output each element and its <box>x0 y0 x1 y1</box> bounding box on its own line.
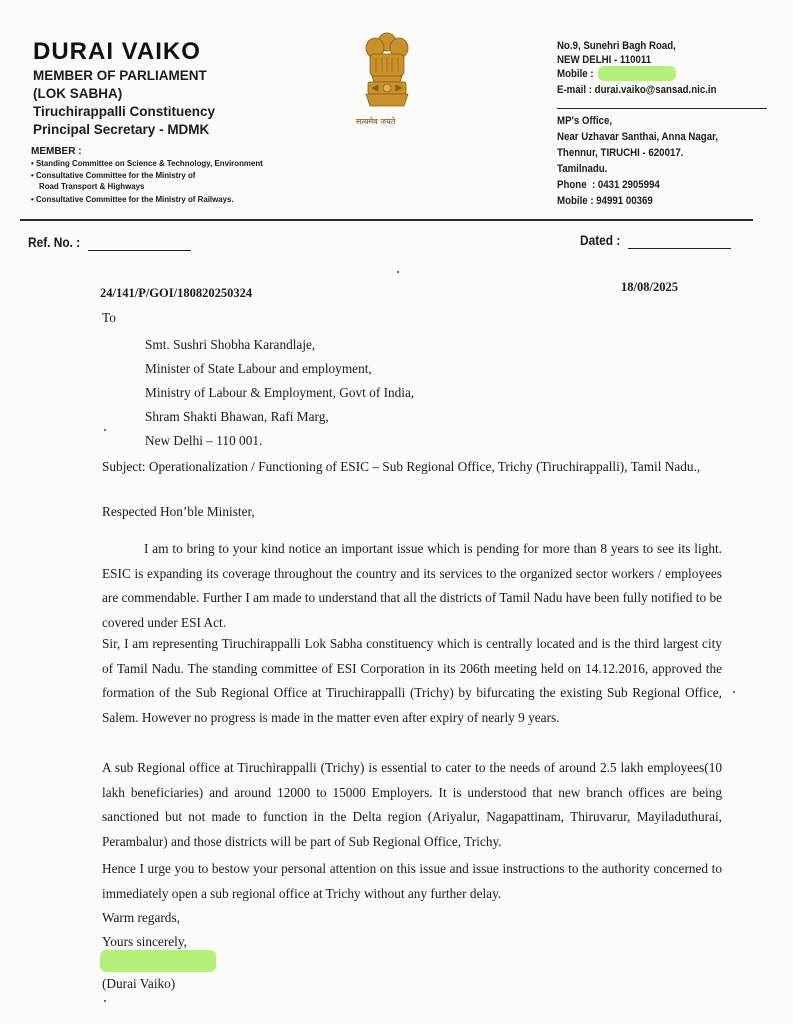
local-office-line: Thennur, TIRUCHI - 620017. <box>557 147 684 159</box>
sender-party-role: Principal Secretary - MDMK <box>33 122 210 137</box>
sender-title-line: MEMBER OF PARLIAMENT <box>33 68 207 83</box>
delhi-address-line: No.9, Sunehri Bagh Road, <box>557 40 676 52</box>
reference-number: 24/141/P/GOI/180820250324 <box>100 286 253 300</box>
paragraph-text: I am to bring to your kind notice an important issue which is pending for more than 8 years to see its light. ESIC is expanding its coverage throughout the country and its services to the organized sector workers / employees are commendable. Further I am made to understand that all the districts of Tamil Nadu have been fully notified to be covered under ESI Act. <box>102 541 722 630</box>
letterhead-divider <box>20 219 753 221</box>
body-paragraph-4 <box>102 857 722 906</box>
recipient-line: Smt. Sushri Shobha Karandlaje, <box>145 337 316 352</box>
paragraph-text: A sub Regional office at Tiruchirappalli (Trichy) is essential to cater to the needs of around 2.5 lakh employees(10 lakh beneficiaries) and around 12000 to 15000 Employers. It is understood that new branch offices are being sanctioned but not made to function in the Delta region (Ariyalur, Nagapattinam, Thiruvarur, Mayiladuthurai, Perambalur) and those districts will be part of Sub Regional Office, Trichy. <box>102 760 722 849</box>
address-divider <box>557 108 767 109</box>
state-emblem-icon <box>362 30 412 126</box>
recipient-line: Minister of State Labour and employment, <box>145 361 372 376</box>
scan-speck <box>104 1000 106 1002</box>
committee-item: Road Transport & Highways <box>39 181 145 191</box>
ref-no-label: Ref. No. : <box>28 234 81 250</box>
local-office-line: Near Uzhavar Santhai, Anna Nagar, <box>557 131 719 143</box>
scan-speck <box>733 691 735 693</box>
to-label: To <box>102 310 116 325</box>
recipient-line: Ministry of Labour & Employment, Govt of India, <box>145 385 415 400</box>
paragraph-text: Sir, I am representing Tiruchirappalli Lok Sabha constituency which is centrally located and is the third largest city of Tamil Nadu. The standing committee of ESI Corporation in its 206th meeting held on 14.12.2016, approved the formation of the Sub Regional Office at Tiruchirappalli (Trichy) by bifurcating the existing Sub Regional Office, Salem. However no progress is made in the matter even after expiry of nearly 9 years. <box>102 636 722 725</box>
email-line: E-mail : durai.vaiko@sansad.nic.in <box>557 84 717 96</box>
committee-item: • Consultative Committee for the Ministry of <box>31 170 196 180</box>
sender-title-line: (LOK SABHA) <box>33 86 123 101</box>
signatory-name: (Durai Vaiko) <box>102 976 176 991</box>
committee-item: • Consultative Committee for the Ministry of Railways. <box>31 194 234 204</box>
local-office-line: Tamilnadu. <box>557 163 608 175</box>
closing-sincerely: Yours sincerely, <box>102 934 187 949</box>
redacted-signature <box>100 950 216 972</box>
dated-blank-line <box>628 248 731 249</box>
delhi-address-line: NEW DELHI - 110011 <box>557 54 652 66</box>
subject-line <box>102 455 722 480</box>
redacted-mobile-number <box>598 66 676 81</box>
subject-text: Subject: Operationalization / Functioning of ESIC – Sub Regional Office, Trichy (Tiruchirappalli), Tamil Nadu., <box>102 459 701 474</box>
body-paragraph-1 <box>102 537 722 635</box>
local-office-mobile: Mobile : 94991 00369 <box>557 195 653 207</box>
committee-item: • Standing Committee on Science & Technology, Environment <box>31 158 263 168</box>
paragraph-text: Hence I urge you to bestow your personal attention on this issue and issue instructions to the authority concerned to immediately open a sub regional office at Trichy without any further delay. <box>102 861 722 901</box>
sender-name: DURAI VAIKO <box>33 38 201 65</box>
recipient-line: New Delhi – 110 001. <box>145 433 263 448</box>
local-office-phone: Phone : 0431 2905994 <box>557 179 660 191</box>
member-header: MEMBER : <box>31 146 82 157</box>
delhi-mobile-label: Mobile : <box>557 68 594 80</box>
emblem-motto: सत्यमेव जयते <box>356 117 396 126</box>
sender-constituency: Tiruchirappalli Constituency <box>33 104 216 119</box>
ref-no-blank-line <box>88 250 191 251</box>
recipient-line: Shram Shakti Bhawan, Rafi Marg, <box>145 409 329 424</box>
body-paragraph-2 <box>102 632 722 730</box>
dated-label: Dated : <box>580 232 621 248</box>
local-office-line: MP's Office, <box>557 115 613 127</box>
scan-speck <box>104 429 106 431</box>
scan-speck <box>397 271 399 273</box>
salutation: Respected Hon’ble Minister, <box>102 504 255 519</box>
letter-date: 18/08/2025 <box>621 280 678 294</box>
closing-regards: Warm regards, <box>102 910 180 925</box>
body-paragraph-3 <box>102 756 722 854</box>
